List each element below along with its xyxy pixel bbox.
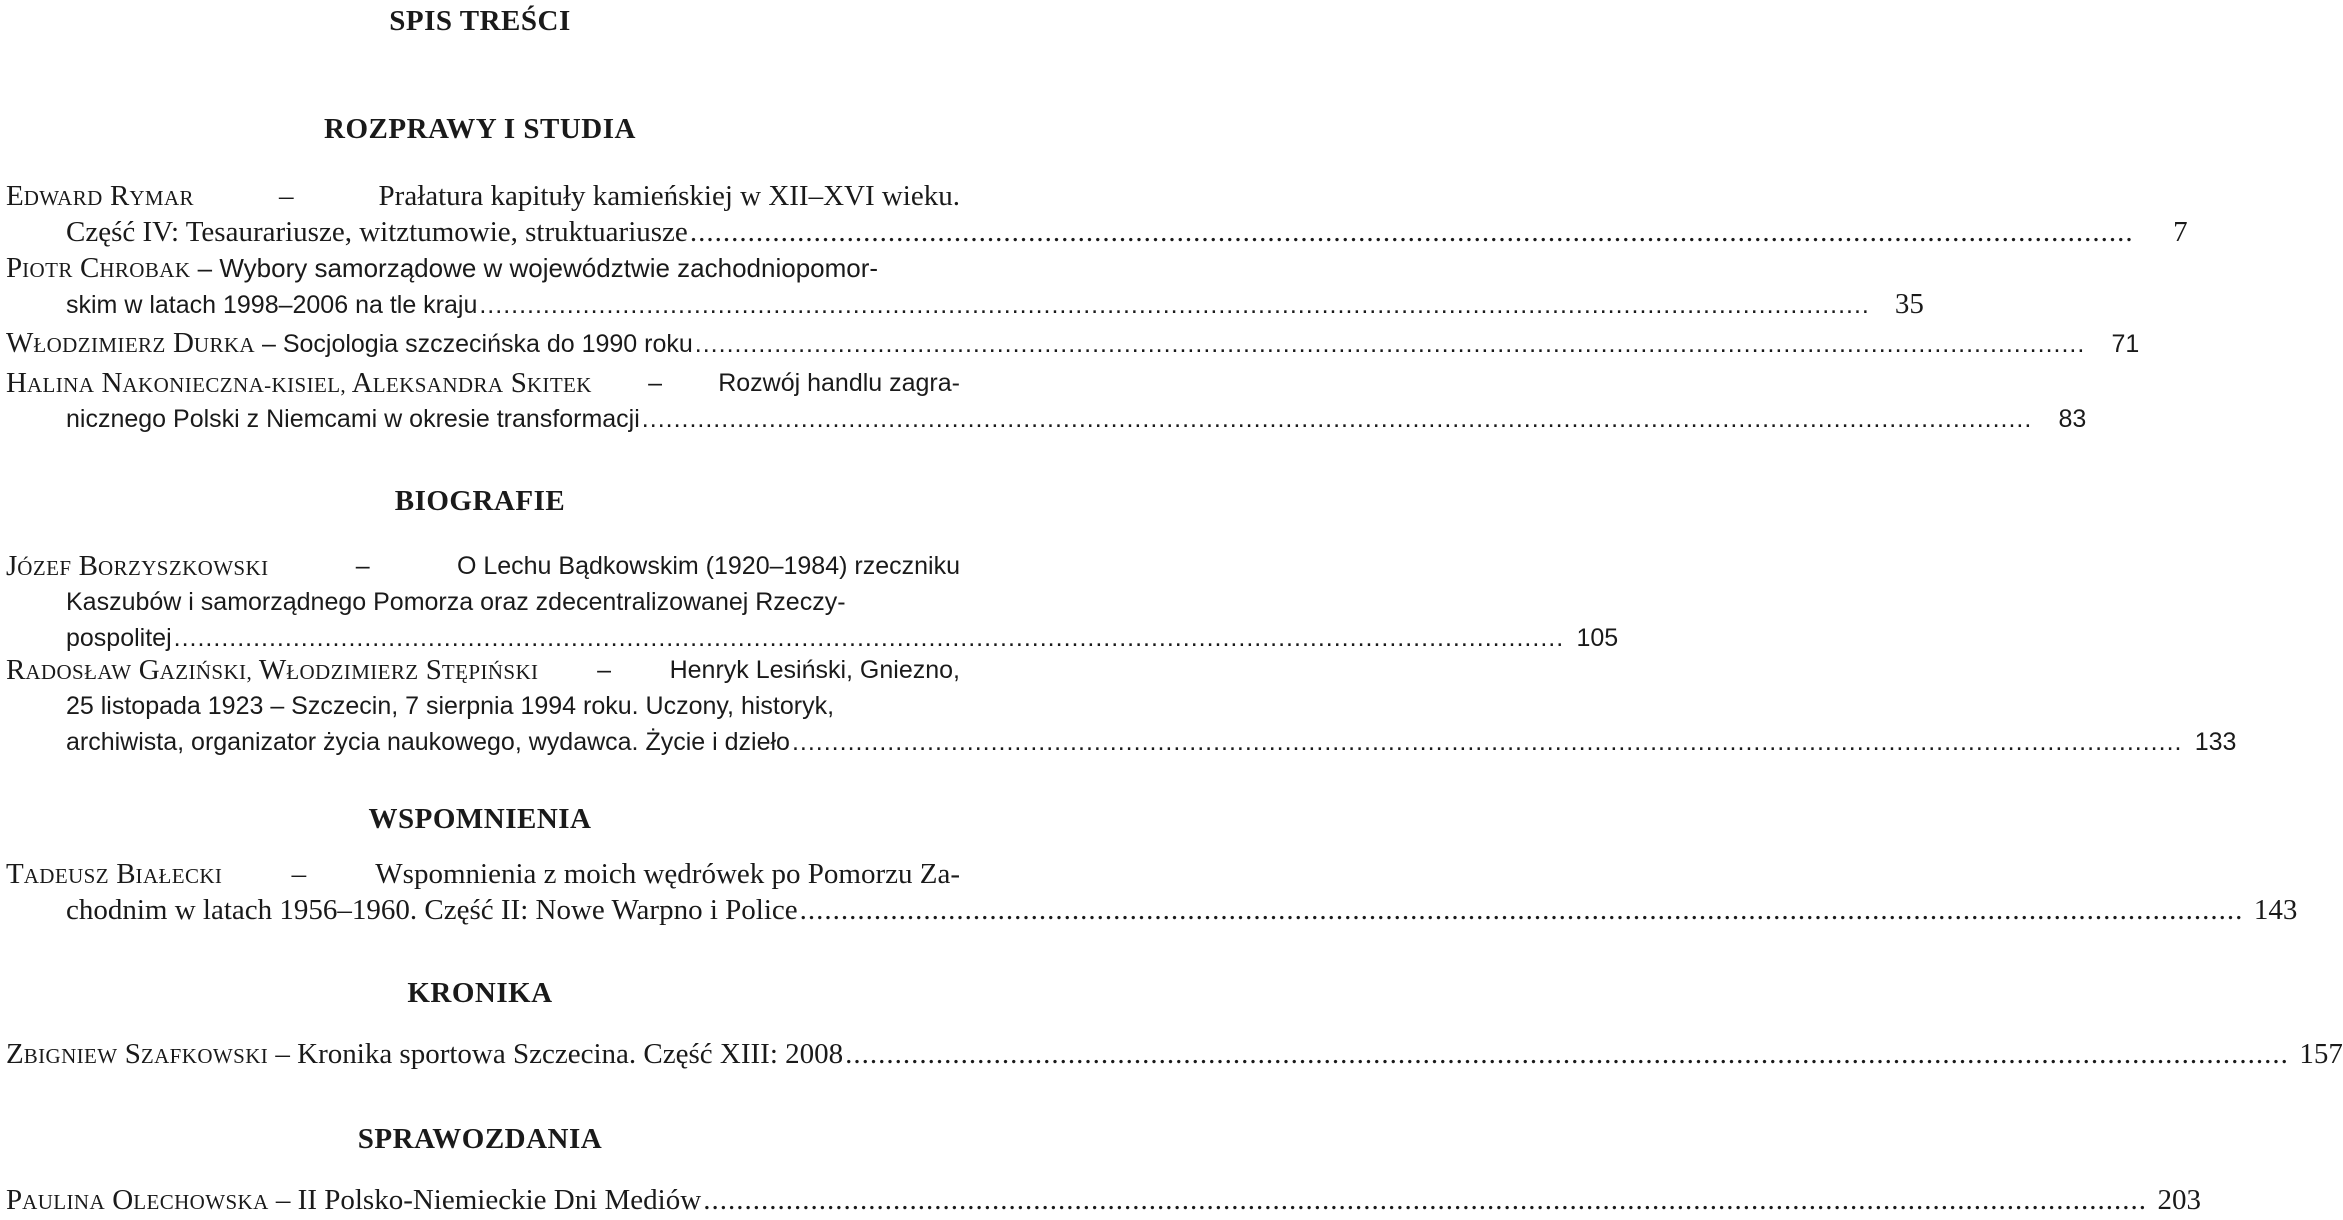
page-number: 203 xyxy=(2157,1184,2201,1216)
entry-line xyxy=(6,548,960,584)
dot-leader: ............................................................................................................................................................................... xyxy=(845,1038,2289,1070)
entry-title: Wspomnienia z moich wędrówek po Pomorzu Za- xyxy=(375,858,960,890)
entry-title: Wybory samorządowe w województwie zachodniopomor- xyxy=(219,253,879,283)
dot-leader: ............................................................................................................................................................................... xyxy=(791,728,2183,756)
toc-entry-borzyszkowski[interactable] xyxy=(6,548,1619,656)
entry-title-cont: pospolitej xyxy=(66,624,172,652)
entry-title-cont: chodnim w latach 1956–1960. Część II: Nowe Warpno i Police xyxy=(66,894,798,926)
author-name: TADEUSZ BIAŁECKI xyxy=(6,858,223,890)
toc-entry-rymar[interactable] xyxy=(6,178,2188,250)
entry-title: Rozwój handlu zagra- xyxy=(718,369,960,397)
entry-title: O Lechu Bądkowskim (1920–1984) rzeczniku xyxy=(456,552,960,580)
entry-title: Henryk Lesiński, Gniezno, xyxy=(669,656,960,684)
toc-entry-olechowska[interactable] xyxy=(6,1182,2201,1218)
author-name: EDWARD RYMAR xyxy=(6,180,194,212)
toc-entry-durka[interactable] xyxy=(6,325,2140,361)
page-number: 7 xyxy=(2173,216,2188,248)
entry-line xyxy=(6,652,960,688)
entry-line xyxy=(6,724,2237,760)
author-name: HALINA NAKONIECZNA-KISIEL, ALEKSANDRA SKITEK xyxy=(6,367,592,399)
section-heading-wspomnienia: WSPOMNIENIA xyxy=(368,803,592,835)
dash: – xyxy=(648,369,662,397)
entry-line xyxy=(6,250,960,286)
dot-leader: ............................................................................................................................................................................... xyxy=(173,624,1565,652)
author-name: ZBIGNIEW SZAFKOWSKI xyxy=(6,1038,269,1070)
author-name: WŁODZIMIERZ DURKA xyxy=(6,327,255,359)
entry-line xyxy=(6,286,1924,322)
dash: – xyxy=(291,858,307,890)
dot-leader: ............................................................................................................................................................................... xyxy=(641,405,2033,433)
entry-title-cont: nicznego Polski z Niemcami w okresie transformacji xyxy=(66,405,640,433)
dot-leader: ............................................................................................................................................................................... xyxy=(799,894,2244,926)
section-heading-kronika: KRONIKA xyxy=(407,977,553,1009)
toc-entry-gazinski-stepinski[interactable] xyxy=(6,652,2237,760)
page-number: 35 xyxy=(1894,288,1924,320)
author-name: JÓZEF BORZYSZKOWSKI xyxy=(6,550,269,582)
page-number: 83 xyxy=(2058,405,2087,433)
dot-leader: ............................................................................................................................................................................... xyxy=(479,291,1870,319)
entry-title-cont: skim w latach 1998–2006 na tle kraju xyxy=(66,291,478,319)
dash: – xyxy=(197,253,213,283)
entry-line xyxy=(6,584,960,620)
entry-line xyxy=(6,1182,2201,1218)
entry-title: Prałatura kapituły kamieńskiej w XII–XVI wieku. xyxy=(378,180,960,212)
section-heading-rozprawy: ROZPRAWY I STUDIA xyxy=(324,113,636,145)
entry-line xyxy=(6,892,2298,928)
dot-leader: ............................................................................................................................................................................... xyxy=(694,330,2086,358)
page-number: 71 xyxy=(2111,330,2140,358)
toc-entry-szafkowski[interactable] xyxy=(6,1036,2343,1072)
entry-title-cont: Część IV: Tesaurariusze, witztumowie, struktuariusze xyxy=(66,216,688,248)
entry-line xyxy=(6,365,960,401)
entry-line xyxy=(6,401,2087,437)
dash: – xyxy=(355,552,370,580)
entry-title: WŁODZIMIERZ DURKA – Socjologia szczecińska do 1990 roku xyxy=(6,327,693,359)
entry-line xyxy=(6,620,1619,656)
entry-line xyxy=(6,214,2188,250)
author-name: PIOTR CHROBAK xyxy=(6,252,191,284)
dash: – xyxy=(597,656,611,684)
entry-title: PAULINA OLECHOWSKA – II Polsko-Niemieckie Dni Mediów xyxy=(6,1184,702,1216)
section-heading-sprawozdania: SPRAWOZDANIA xyxy=(357,1123,603,1155)
page-number: 105 xyxy=(1576,624,1619,652)
dot-leader: ............................................................................................................................................................................... xyxy=(703,1184,2147,1216)
entry-line xyxy=(6,688,960,724)
entry-title-cont: archiwista, organizator życia naukowego, wydawca. Życie i dzieło xyxy=(66,728,790,756)
entry-title: ZBIGNIEW SZAFKOWSKI – Kronika sportowa Szczecina. Część XIII: 2008 xyxy=(6,1038,844,1070)
page-number: 143 xyxy=(2253,894,2298,926)
author-name: PAULINA OLECHOWSKA xyxy=(6,1184,269,1216)
dash: – xyxy=(278,180,294,212)
author-name: RADOSŁAW GAZIŃSKI, WŁODZIMIERZ STĘPIŃSKI xyxy=(6,654,539,686)
section-heading-biografie: BIOGRAFIE xyxy=(394,485,566,517)
entry-line xyxy=(6,1036,2343,1072)
toc-entry-nakonieczna-skitek[interactable] xyxy=(6,365,2087,437)
page-number: 157 xyxy=(2299,1038,2343,1070)
entry-line xyxy=(6,178,960,214)
entry-title-cont: Kaszubów i samorządnego Pomorza oraz zdecentralizowanej Rzeczy- xyxy=(66,588,846,616)
dot-leader: ............................................................................................................................................................................... xyxy=(689,216,2134,248)
toc-entry-bialecki[interactable] xyxy=(6,856,2298,928)
toc-entry-chrobak[interactable] xyxy=(6,250,1924,322)
entry-title-cont: 25 listopada 1923 – Szczecin, 7 sierpnia 1994 roku. Uczony, historyk, xyxy=(66,692,835,720)
page-number: 133 xyxy=(2194,728,2237,756)
entry-line xyxy=(6,325,2140,361)
entry-line xyxy=(6,856,960,892)
page-title: SPIS TREŚCI xyxy=(389,5,571,37)
